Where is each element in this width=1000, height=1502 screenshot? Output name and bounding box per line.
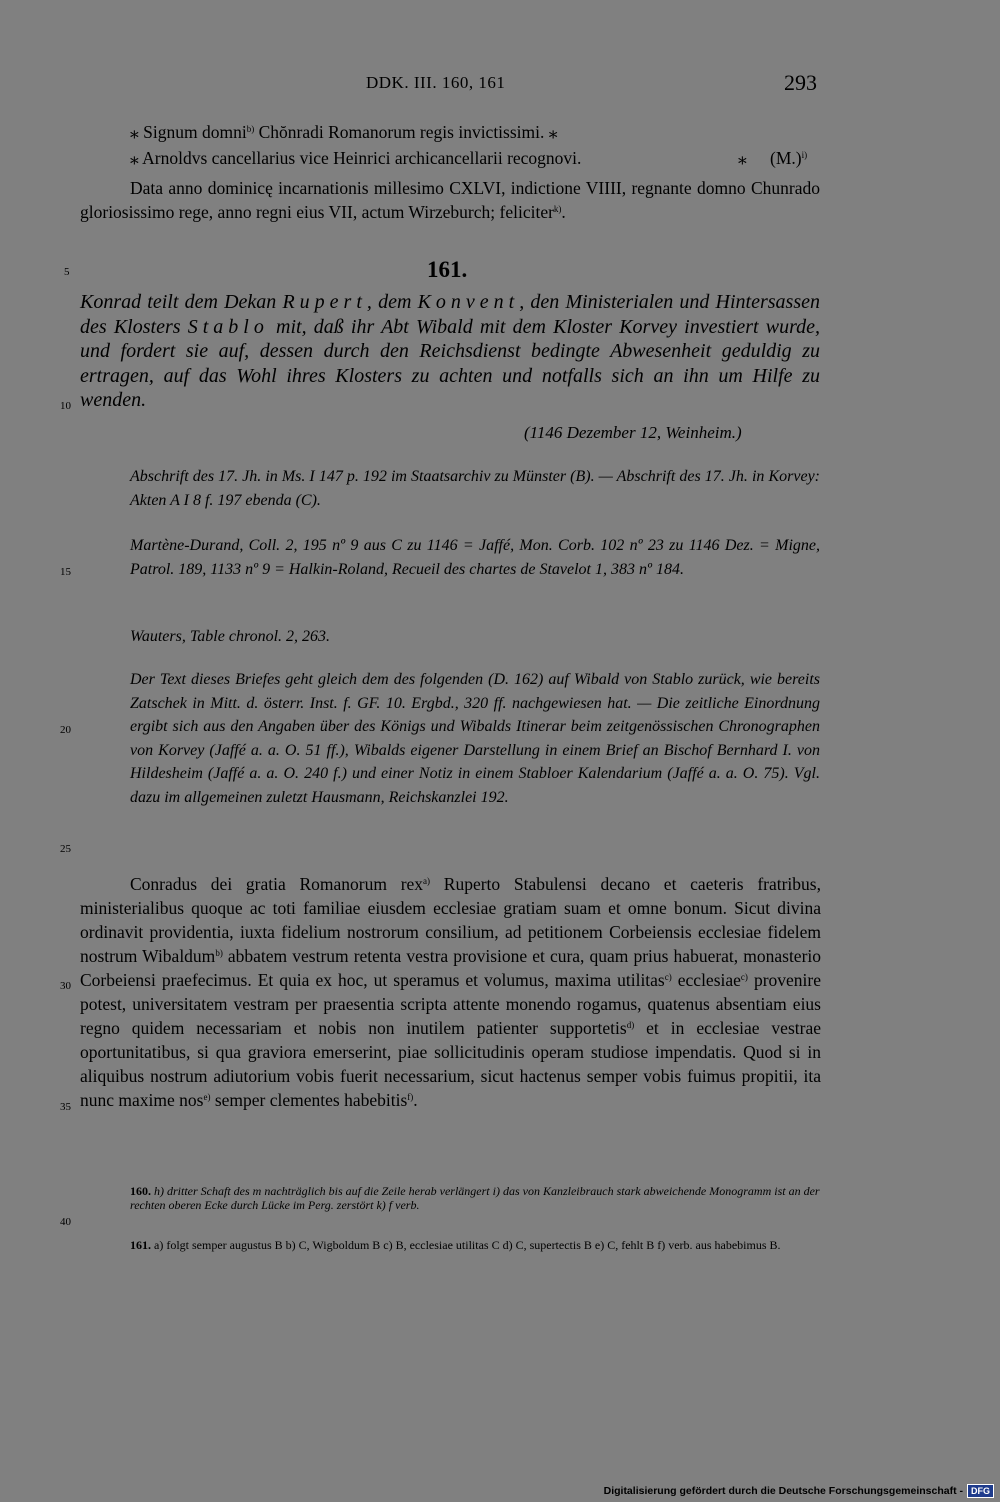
regest [80, 290, 820, 413]
regest-text: mit, daß ihr Abt Wibald mit dem Kloster Korvey investiert wurde, und fordert sie auf, dessen durch den Reichsdienst bedingte Abwesenheit geduldig zu ertragen, auf das Wohl ihres Klosters zu achten und notfalls sich an ihn um Hilfe zu wenden. [80, 315, 820, 411]
monogram-note: $(M.)^{i)}$ [770, 148, 808, 168]
footnote-marker: i) [801, 150, 808, 160]
regest-text: Konrad teilt dem Dekan [80, 291, 283, 313]
signum-text: Signum domni$^{b)}$ Chŏnradi Romanorum regis invictissimi. [143, 122, 545, 142]
commentary: Der Text dieses Briefes geht gleich dem des folgenden (D. 162) auf Wibald von Stablo zurück, wie bereits Zatschek in Mitt. d. österr. Inst. f. GF. 10. Ergbd., 320 ff. nachgewiesen hat. — Die zeitliche Einordnung ergibt sich aus den Angaben über des Königs und Wibalds Itinerar beim zeitgenössischen Chronographen von Korvey (Jaffé a. a. O. 51 ff.), Wibalds eigener Darstellung in einem Brief an Bischof Bernhard I. von Hildesheim (Jaffé a. a. O. 240 f.) und einer Notiz in einem Stabloer Kalendarium (Jaffé a. a. O. 75). Vgl. dazu im allgemeinen zuletzt Hausmann, Reichskanzlei 192. [130, 671, 820, 806]
line-number: 35 [60, 1101, 71, 1113]
regest-text: , den Ministerialen und Hintersassen des Klosters [80, 291, 820, 338]
regest-name: Konvent [417, 291, 520, 313]
line-number: 20 [60, 724, 71, 736]
credit-text: Digitalisierung gefördert durch die Deutsche Forschungsgemeinschaft - [603, 1485, 963, 1497]
regest-text: , dem [366, 291, 418, 313]
chrismon-icon: ⁎ [548, 122, 558, 142]
footnote-marker: a) [423, 876, 431, 886]
footnote-marker: c) [664, 972, 672, 982]
issue-date: (1146 Dezember 12, Weinheim.) [524, 423, 742, 442]
footnote-text: h) dritter Schaft des m nachträglich bis auf die Zeile herab verlängert i) das von Kanzleibrauch stark abweichende Monogramm ist an der rechten oberen Ecke durch Lücke im Perg. zerstört k) f verb. [130, 1184, 820, 1212]
editions-note: Martène-Durand, Coll. 2, 195 nº 9 aus C zu 1146 = Jaffé, Mon. Corb. 102 nº 23 zu 1146 Dez. = Migne, Patrol. 189, 1133 nº 9 = Halkin-Roland, Recueil des chartes de Stavelot 1, 383 nº 184. [130, 537, 820, 578]
regest-name: Rupert [282, 291, 367, 313]
footnote-160 [130, 1184, 820, 1212]
footnote-marker: b) [215, 948, 223, 958]
footnote-marker: b) [246, 124, 255, 134]
footnote-marker: c) [740, 972, 748, 982]
digitization-credit [604, 1484, 994, 1498]
footnote-marker: d) [626, 1020, 635, 1030]
line-number: 30 [60, 980, 71, 992]
regest-name: Stablo [187, 315, 269, 338]
footnote-marker: e) [203, 1092, 211, 1102]
recognition-line [130, 146, 830, 170]
line-number: 25 [60, 843, 71, 855]
recognition-text: Arnoldvs cancellarius vice Heinrici archicancellarii recognovi. [142, 148, 582, 168]
line-number: 10 [60, 400, 71, 412]
running-header: DDK. III. 160, 161 [366, 73, 506, 92]
page-number: 293 [784, 70, 817, 95]
footnote-marker: k) [553, 204, 562, 214]
dfg-logo: DFG [967, 1484, 994, 1498]
footnote-number: 161. [130, 1238, 151, 1252]
footnote-161 [130, 1238, 820, 1252]
footnote-marker: f) [407, 1092, 414, 1102]
regesta-note: Wauters, Table chronol. 2, 263. [130, 628, 331, 645]
signum-line [130, 120, 558, 144]
chrismon-icon: ⁎ [130, 148, 139, 168]
document-number: 161. [427, 257, 468, 282]
line-number: 15 [60, 566, 71, 578]
chrismon-icon: ⁎ [130, 122, 139, 142]
tradition-note: Abschrift des 17. Jh. in Ms. I 147 p. 192 im Staatsarchiv zu Münster (B). — Abschrift des 17. Jh. in Korvey: Akten A I 8 f. 197 ebenda (C). [130, 468, 820, 509]
line-number: 40 [60, 1216, 71, 1228]
line-number: 5 [64, 266, 70, 278]
footnote-text: a) folgt semper augustus B b) C, Wigboldum B c) B, ecclesiae utilitas C d) C, supertectis B e) C, fehlt B f) verb. aus habebimus B. [154, 1238, 781, 1252]
chrismon-icon: ⁎ [738, 148, 747, 168]
footnote-number: 160. [130, 1184, 151, 1198]
dating-clause: Data anno dominicę incarnationis millesimo CXLVI, indictione VIIII, regnante domno Chunrado gloriosissimo rege, anno regni eius VII, actum Wirzeburch; feliciter$^{k)}$. [80, 178, 820, 222]
charter-text: Conradus dei gratia Romanorum rex$^{a)}$ Ruperto Stabulensi decano et caeteris fratribus, ministerialibus quoque ac toti familiae eiusdem ecclesiae gratiam suam et omne bonum. Sicut divina ordinavit providentia, iuxta fidelium nostrorum consilium, ad petitionem Corbeiensis ecclesiae fidelem nostrum Wibaldum$^{b)}$ abbatem vestrum retenta vestra provisione et cura, quam prius habuerat, monasterio Corbeiensi praefecimus. Et quia ex hoc, ut speramus et volumus, maxima utilitas$^{c)}$ ecclesiae$^{c)}$ provenire potest, universitatem vestram per praesentia scripta attente monendo rogamus, quatenus absentiam eius regno quidem necessariam et nobis non inutilem patienter supportetis$^{d)}$ et in ecclesiae vestrae oportunitatibus, si qua graviora emerserint, piae sollicitudinis operam studiose impendatis. Quod si in aliquibus nostrum adiutorium vobis fuerit necessarium, sicut hactenus semper vobis fuimus propitii, ita nunc maxime nos$^{e)}$ semper clementes habebitis$^{f)}$. [80, 874, 822, 1110]
